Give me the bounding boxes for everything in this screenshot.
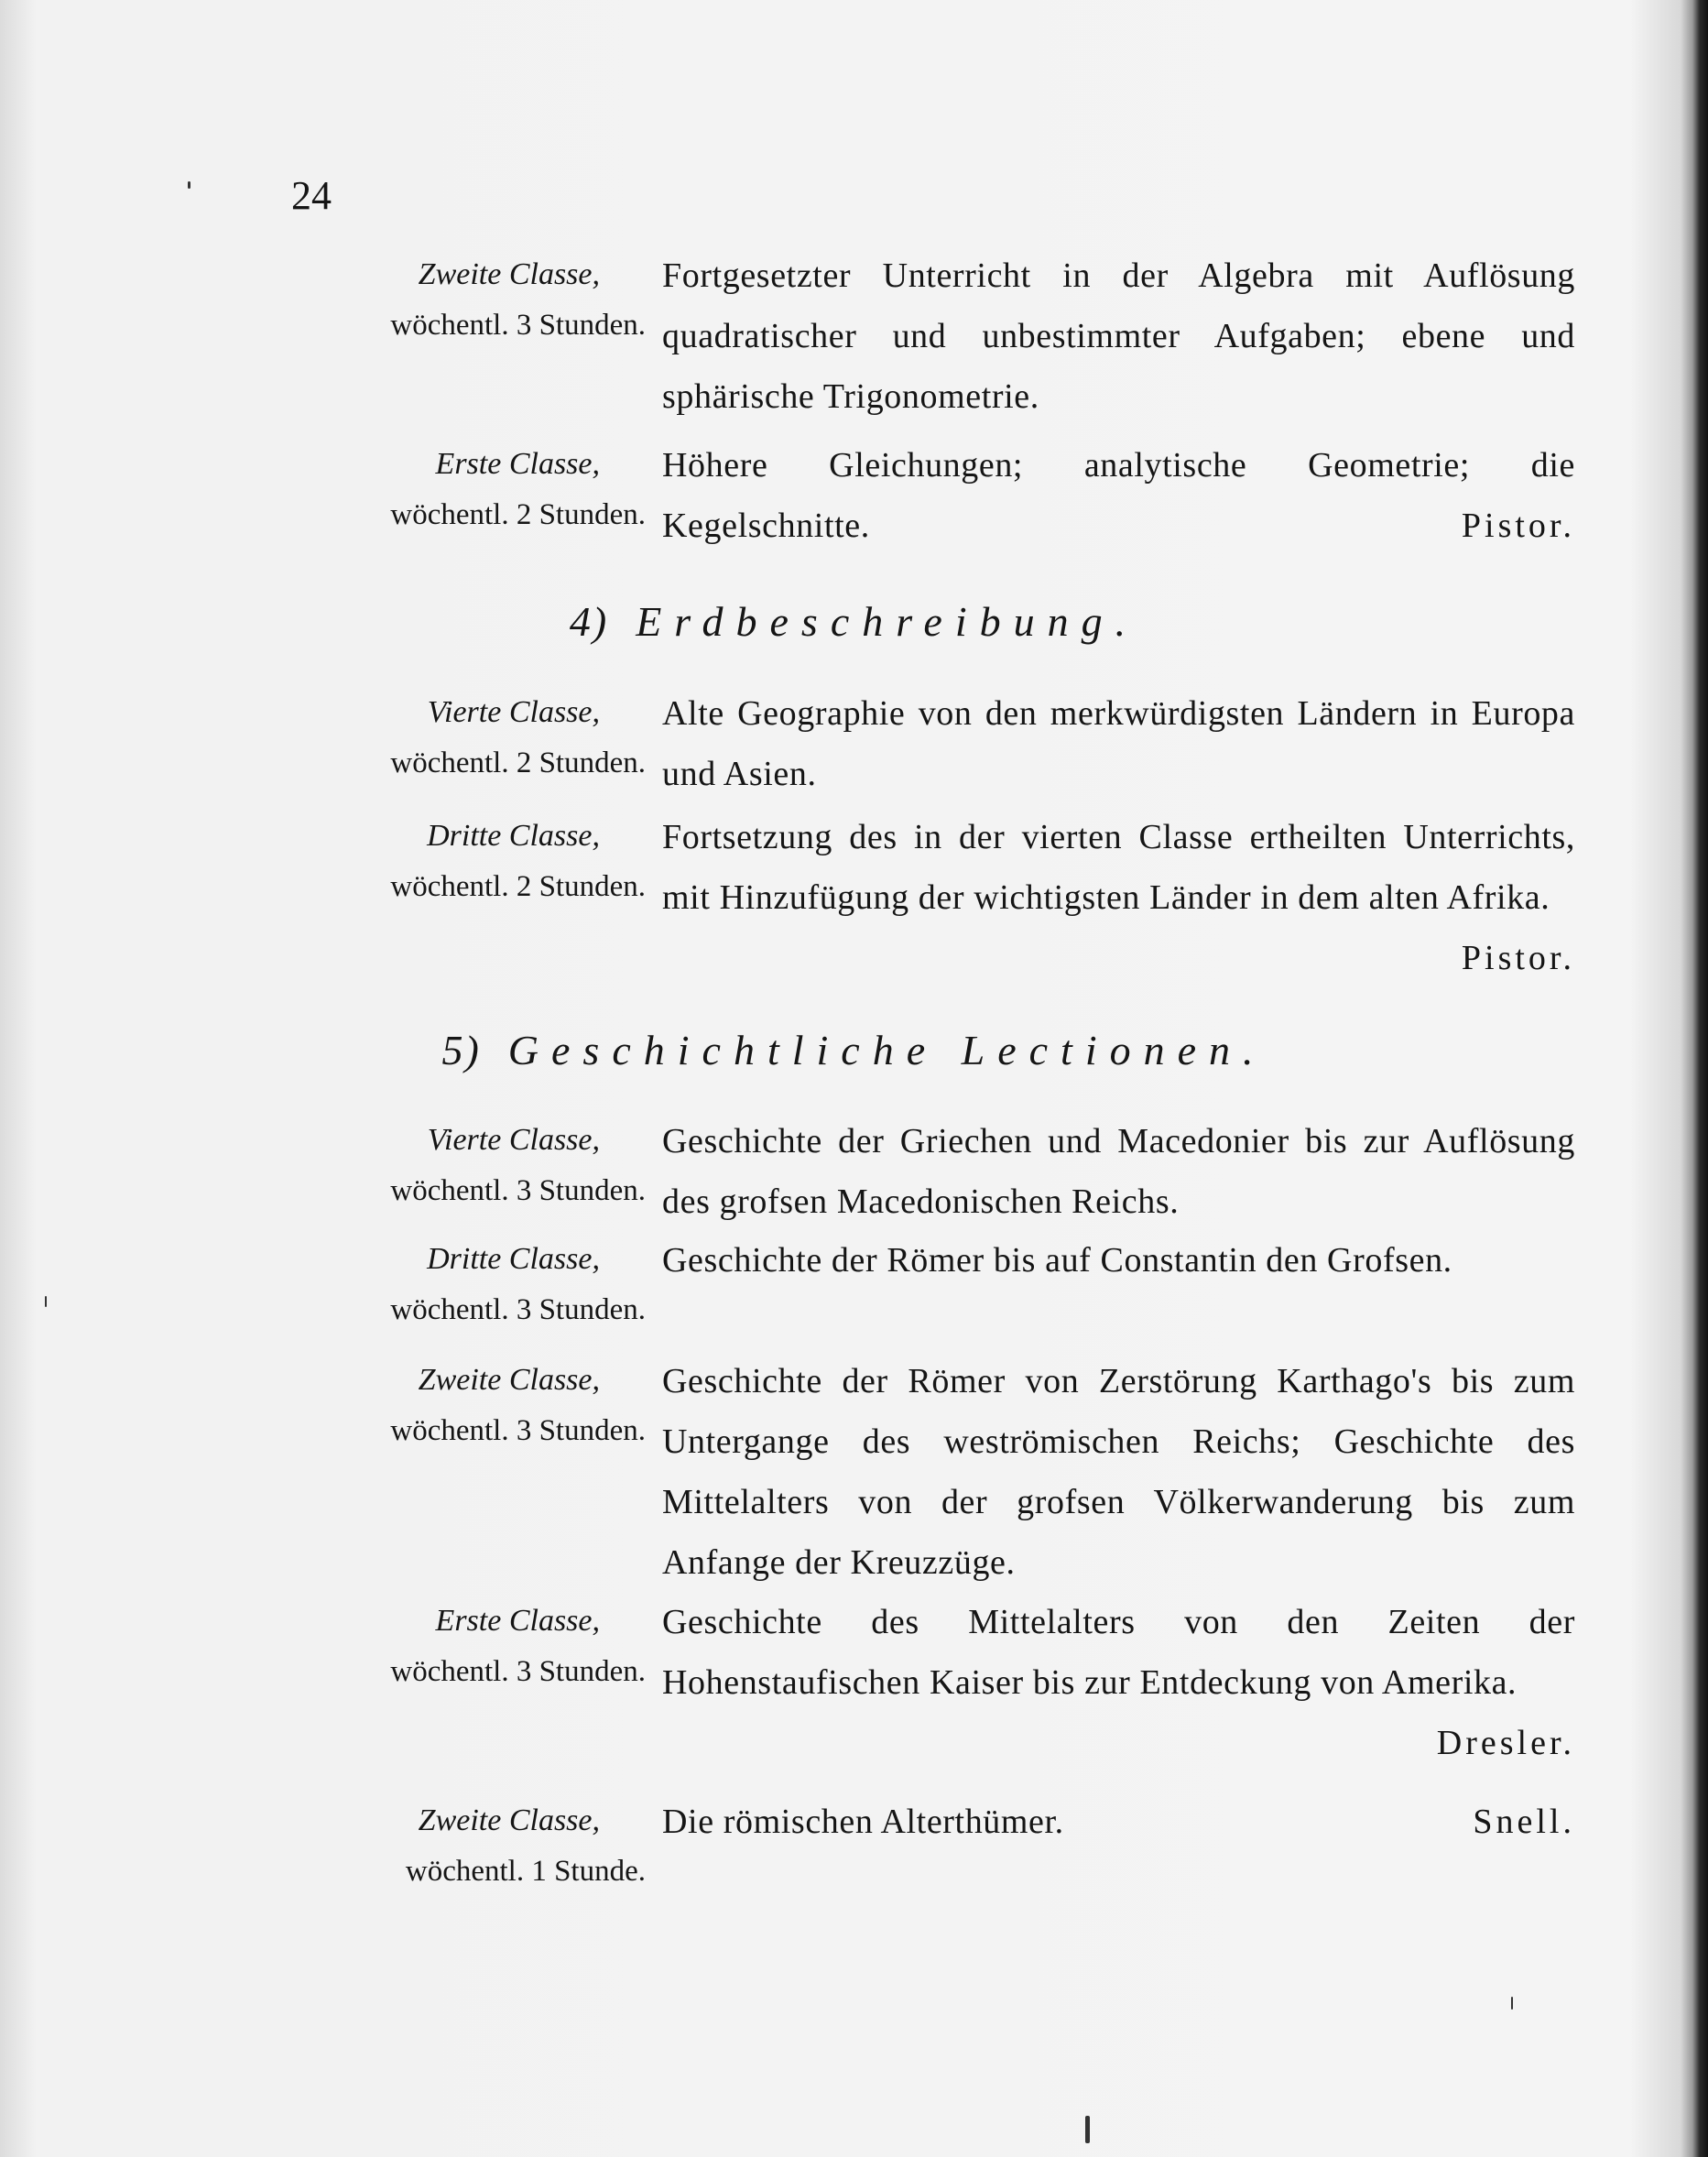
weekly-hours: wöchentl. 2 Stunden.: [390, 870, 646, 903]
section-title: Geschichtliche Lectionen.: [507, 1027, 1267, 1073]
section-heading: [0, 1026, 1708, 1074]
class-name: Vierte Classe,: [427, 1123, 600, 1157]
class-name: Erste Classe,: [435, 447, 600, 481]
weekly-hours: wöchentl. 3 Stunden.: [390, 1174, 646, 1207]
description-text: Fortgesetzter Unterricht in der Algebra mit Auflösung quadratischer und unbestimmter Aufgaben; ebene und sphärische Trigonometrie.: [662, 256, 1575, 416]
course-label: [302, 256, 646, 343]
course-description: [662, 683, 1575, 804]
course-description: [662, 807, 1575, 988]
page-number: 24: [291, 173, 332, 218]
description-text: Geschichte der Griechen und Macedonier bis zur Auflösung des grofsen Macedonischen Reichs.: [662, 1122, 1575, 1221]
paper-speck: [1085, 2116, 1090, 2143]
course-label: [302, 446, 646, 533]
weekly-hours: wöchentl. 2 Stunden.: [390, 746, 646, 779]
course-label: [302, 1241, 646, 1328]
class-name: Zweite Classe,: [418, 1803, 600, 1837]
description-text: Geschichte der Römer von Zerstörung Karthago's bis zum Untergange des weströmischen Reichs; Geschichte des Mittelalters von der grofsen Völkerwanderung bis zum Anfange der Kreuzzüge.: [662, 1362, 1575, 1582]
description-text: Fortsetzung des in der vierten Classe ertheilten Unterrichts, mit Hinzufügung der wichtigsten Länder in dem alten Afrika.: [662, 818, 1575, 917]
course-description: [662, 1111, 1575, 1232]
section-title: Erdbeschreibung.: [636, 598, 1139, 645]
course-label: [302, 1362, 646, 1449]
course-description: [662, 435, 1575, 556]
description-text: Geschichte der Römer bis auf Constantin den Grofsen.: [662, 1241, 1452, 1280]
course-label: [302, 818, 646, 905]
course-description: [662, 1592, 1575, 1773]
course-description: [662, 1792, 1575, 1852]
section-number: 4): [569, 598, 609, 645]
teacher-signature: Pistor.: [1461, 939, 1575, 977]
paper-speck: [1511, 1997, 1513, 2010]
description-text: Die römischen Alterthümer.: [662, 1803, 1064, 1841]
class-name: Dritte Classe,: [427, 819, 600, 853]
course-description: [662, 1230, 1575, 1291]
weekly-hours: wöchentl. 1 Stunde.: [405, 1855, 646, 1888]
teacher-signature: Pistor.: [1461, 507, 1575, 545]
course-description: [662, 245, 1575, 427]
weekly-hours: wöchentl. 3 Stunden.: [390, 309, 646, 342]
teacher-signature: Snell.: [1473, 1803, 1575, 1841]
class-name: Dritte Classe,: [427, 1242, 600, 1276]
weekly-hours: wöchentl. 3 Stunden.: [390, 1293, 646, 1326]
course-label: [302, 1803, 646, 1890]
section-heading: [0, 597, 1708, 646]
course-label: [302, 694, 646, 781]
class-name: Erste Classe,: [435, 1604, 600, 1638]
weekly-hours: wöchentl. 2 Stunden.: [390, 498, 646, 531]
description-text: Geschichte des Mittelalters von den Zeiten der Hohenstaufischen Kaiser bis zur Entdeckung von Amerika.: [662, 1603, 1575, 1702]
class-name: Zweite Classe,: [418, 257, 600, 291]
paper-speck: [188, 181, 190, 189]
weekly-hours: wöchentl. 3 Stunden.: [390, 1414, 646, 1447]
teacher-signature: Dresler.: [1436, 1724, 1575, 1762]
course-label: [302, 1603, 646, 1690]
class-name: Zweite Classe,: [418, 1363, 600, 1397]
class-name: Vierte Classe,: [427, 695, 600, 729]
section-number: 5): [441, 1027, 481, 1073]
weekly-hours: wöchentl. 3 Stunden.: [390, 1655, 646, 1688]
description-text: Alte Geographie von den merkwürdigsten Ländern in Europa und Asien.: [662, 694, 1575, 793]
description-text: Höhere Gleichungen; analytische Geometrie; die Kegelschnitte.: [662, 446, 1575, 545]
paper-speck: [45, 1296, 47, 1307]
course-description: [662, 1351, 1575, 1593]
course-label: [302, 1122, 646, 1209]
